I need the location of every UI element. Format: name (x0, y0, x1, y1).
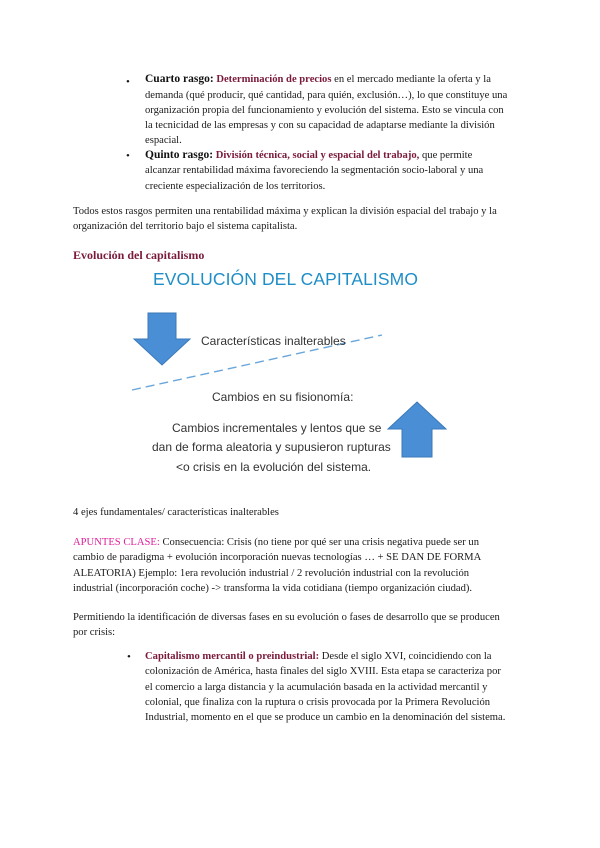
summary-line: organización del territorio bajo el sistema capitalista. (73, 221, 298, 233)
summary-line: Todos estos rasgos permiten una rentabilidad máxima y explican la división espacial del trabajo y la (73, 206, 497, 217)
apuntes-line: ALEATORIA) Ejemplo: 1era revolución industrial / 2 revolución industrial con la revolución (73, 567, 470, 579)
apuntes-label: APUNTES CLASE: (73, 537, 160, 548)
phase-text-line: Industrial, momento en el que se produce un cambio en la denominación del sistema. (145, 712, 506, 724)
trait-text-line: organización propia del funcionamiento y evolución del sistema. Esto se vincula con (145, 104, 504, 116)
unchanging-label: Características inalterables (201, 334, 346, 348)
up-arrow-icon (388, 402, 446, 457)
apuntes-line (73, 535, 479, 550)
trait-fourth (145, 72, 545, 87)
trait-highlight: Determinación de precios (216, 74, 332, 85)
trait-text-line: la tecnicidad de las empresas y con su capacidad de adaptarse mediante la división (145, 120, 495, 132)
apuntes-text: Consecuencia: Crisis (no tiene por qué ser una crisis negativa puede ser un (162, 537, 480, 548)
bullet-marker: • (126, 76, 130, 88)
phases-line: por crisis: (73, 627, 116, 639)
trait-label: Quinto rasgo: (145, 149, 214, 161)
trait-text-line: espacial. (145, 135, 182, 147)
trait-text-line: demanda (qué producir, qué cantidad, para quién, exclusión…), lo que constituye una (145, 89, 508, 101)
trait-highlight: División técnica, social y espacial del trabajo, (215, 150, 420, 161)
phase-text-line: Desde el siglo XVI, coincidiendo con la (321, 651, 492, 662)
trait-text-line: en el mercado mediante la oferta y la (334, 74, 491, 85)
trait-text-line: creciente especialización de los territorios. (145, 180, 326, 192)
diagram-title: EVOLUCIÓN DEL CAPITALISMO (153, 269, 419, 289)
down-arrow-icon (134, 313, 190, 365)
phase-text-line: el comercio a larga distancia y la acumulación basada en la actividad mercantil y (145, 681, 488, 693)
changes-title: Cambios en su fisionomía: (212, 390, 354, 404)
trait-text-line: que permite (421, 150, 473, 161)
phases-line: Permitiendo la identificación de diversas fases en su evolución o fases de desarrollo que se producen (73, 612, 500, 623)
phase-highlight: Capitalismo mercantil o preindustrial: (145, 651, 320, 662)
bullet-marker: • (126, 150, 130, 162)
diagram-caption: 4 ejes fundamentales/ características inalterables (73, 507, 279, 518)
phase-text-line: colonización de América, hasta finales del siglo XVIII. Esta etapa se caracteriza por (145, 666, 501, 678)
changes-line: dan de forma aleatoria y supusieron rupturas (152, 440, 391, 454)
trait-text-line: alcanzar rentabilidad máxima favoreciendo la segmentación socio-laboral y una (145, 165, 484, 177)
apuntes-line: industrial (incorporación coche) -> transforma la vida cotidiana (tiempo organización ciudad). (73, 582, 473, 594)
diagram (120, 262, 460, 494)
changes-line: Cambios incrementales y lentos que se (172, 421, 382, 435)
trait-label: Cuarto rasgo: (145, 73, 214, 85)
phase-mercantil (145, 649, 545, 664)
changes-line: <o crisis en la evolución del sistema. (176, 460, 372, 474)
apuntes-line: cambio de paradigma + evolución incorporación nuevas tecnologías … + SE DAN DE FORMA (73, 552, 482, 564)
bullet-marker: • (127, 651, 131, 663)
trait-fifth (145, 148, 545, 163)
section-heading: Evolución del capitalismo (73, 248, 205, 262)
phase-text-line: colonial, que finaliza con la ruptura o crisis provocada por la Primera Revolución (145, 696, 491, 708)
